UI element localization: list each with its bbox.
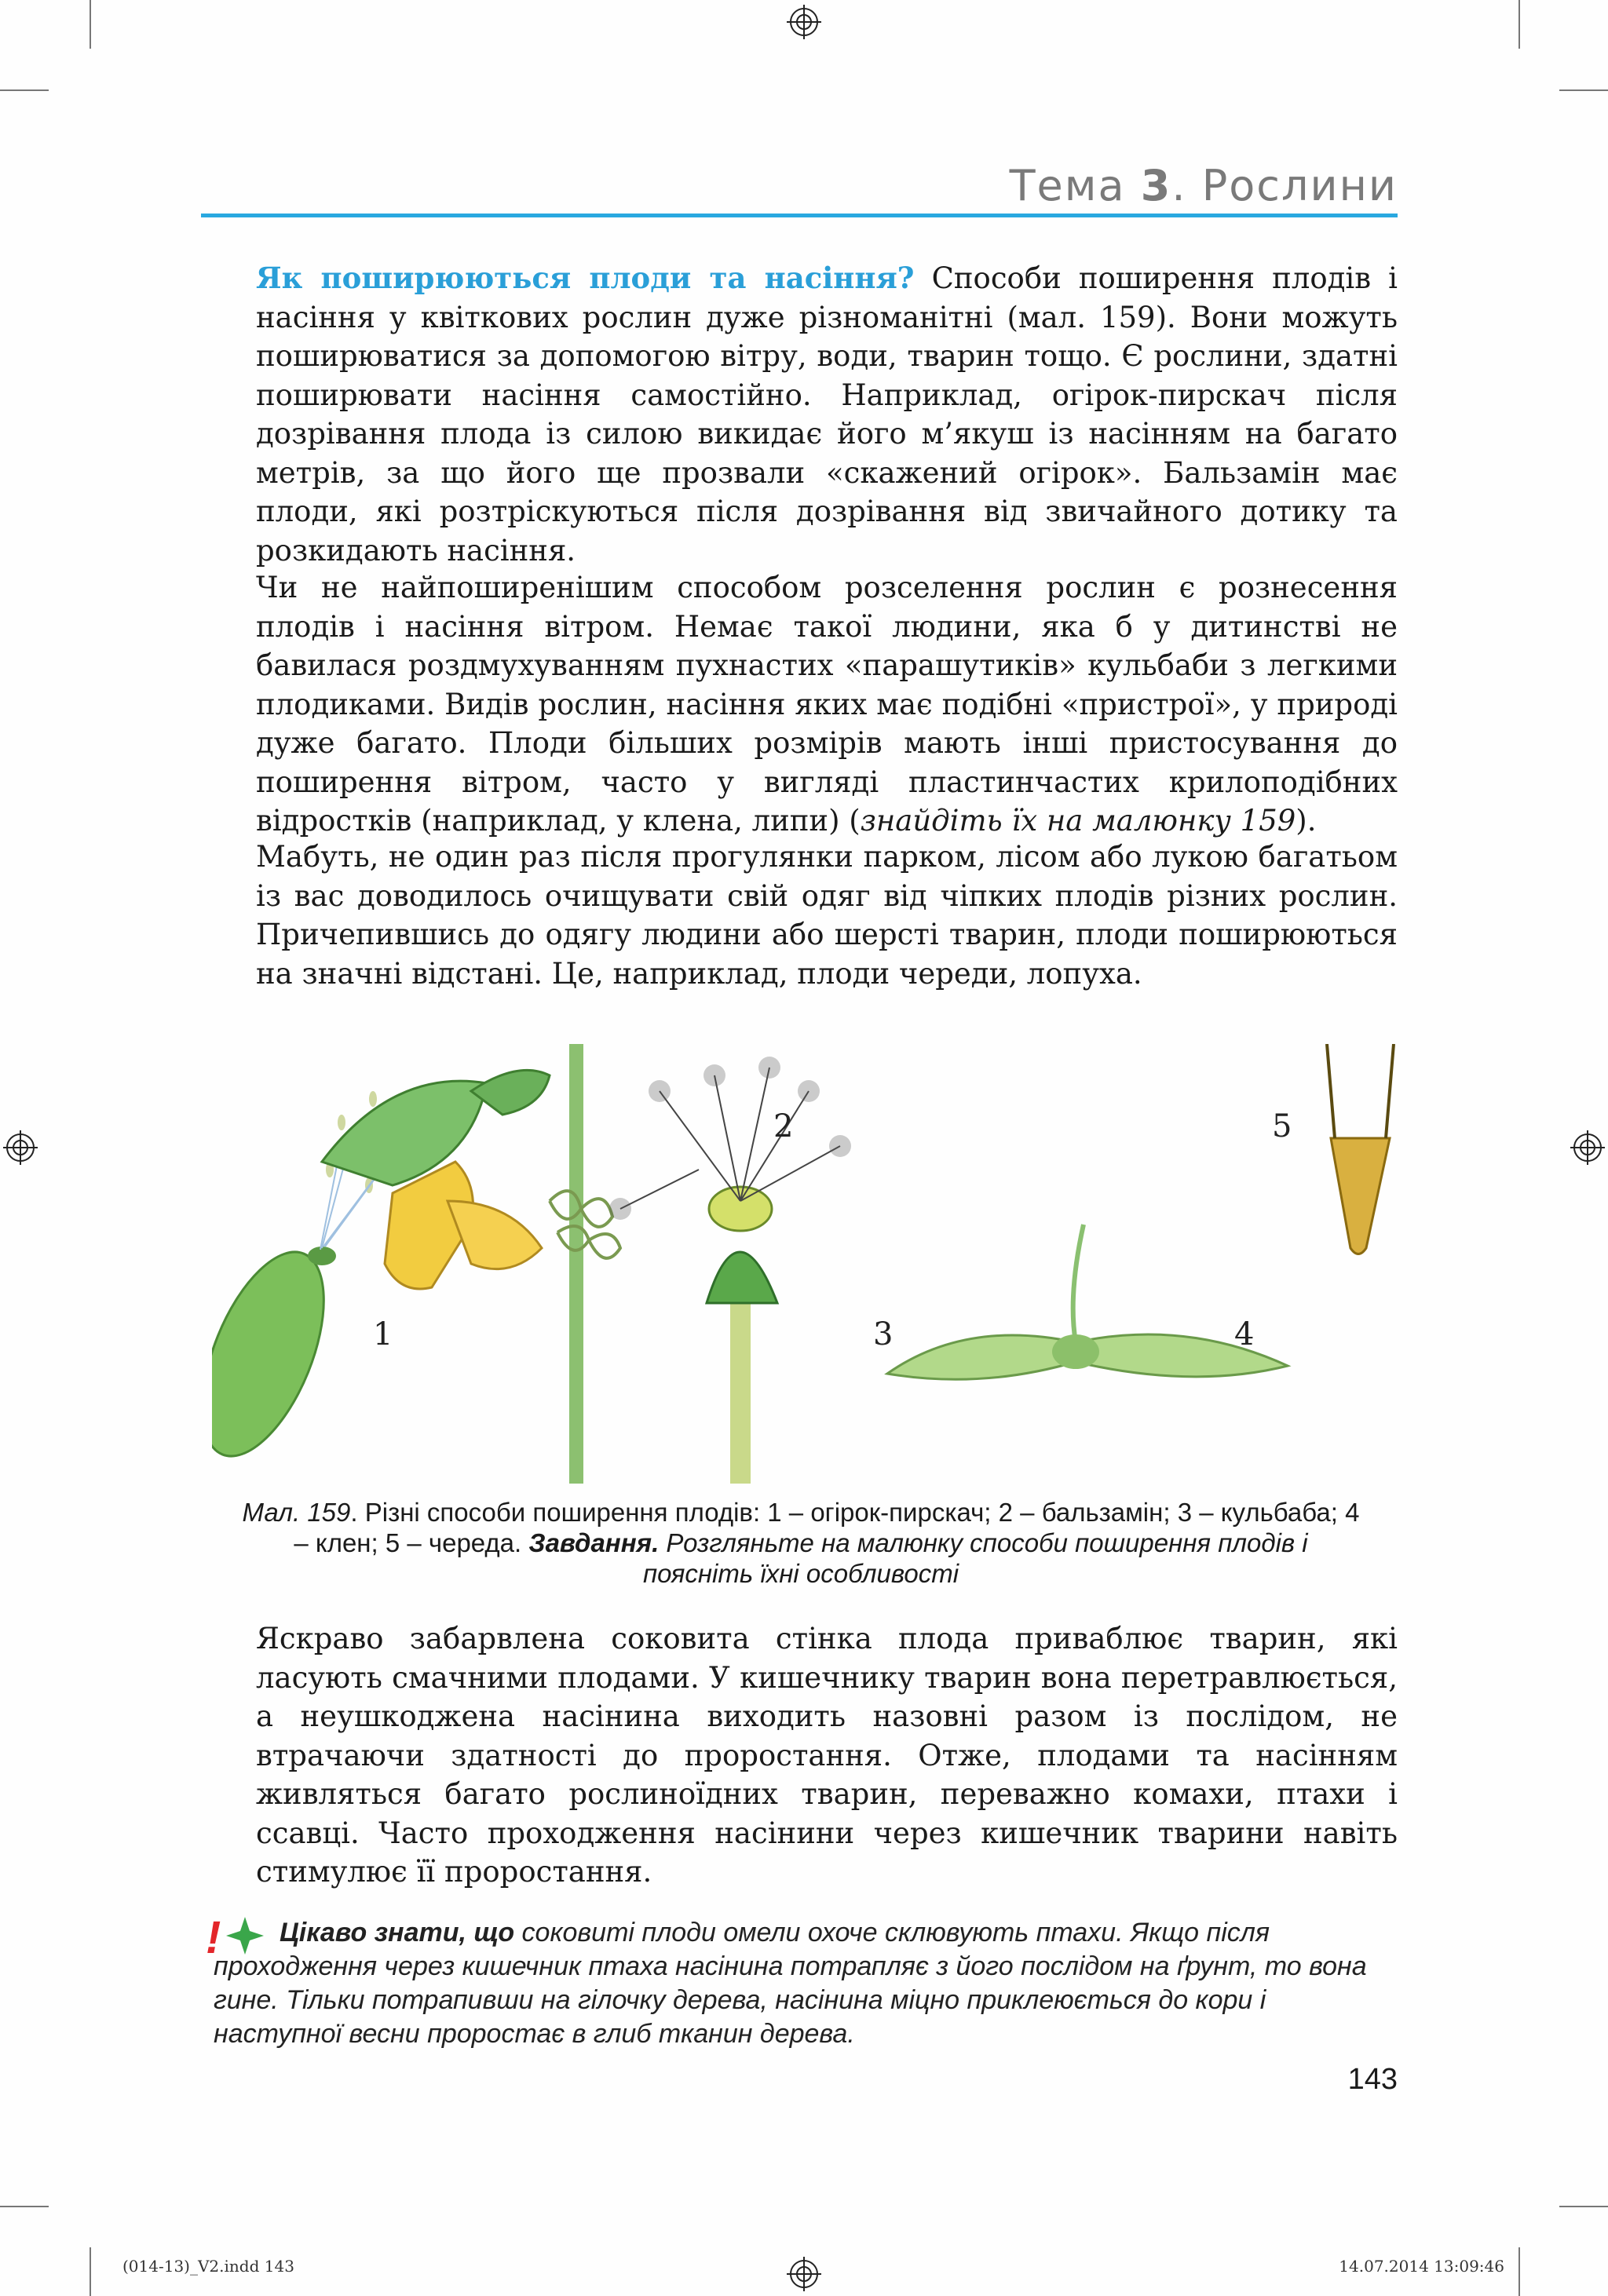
figure-label: 2 bbox=[773, 1108, 794, 1144]
crop-mark bbox=[0, 89, 49, 91]
topic-header bbox=[1010, 161, 1398, 210]
figure-label: 5 bbox=[1272, 1108, 1292, 1144]
topic-title: . Рослини bbox=[1171, 161, 1398, 210]
fact-note bbox=[214, 1916, 1398, 2051]
caption-ref: Мал. 159 bbox=[242, 1498, 351, 1527]
note-text: соковиті плоди омели охоче склювують птахи. Якщо після проходження через кишечник птаха насінина потрапляє з його послідом на ґрунт, то вона гине. Тільки потрапивши на гілочку дерева, насінина міцно приклеюється до кори і наступної весни проростає в глиб тканин дерева. bbox=[214, 1918, 1367, 2049]
slug-file: (014-13)_V2.indd 143 bbox=[122, 2257, 294, 2276]
crop-mark bbox=[1518, 0, 1520, 49]
caption-text: . Різні способи поширення плодів: 1 – огірок-пирскач; 2 – бальзамін; 3 – кульбаба; 4 – клен; 5 – череда. bbox=[294, 1498, 1360, 1557]
paragraph-4 bbox=[256, 1619, 1398, 1892]
paragraph-3 bbox=[256, 838, 1398, 993]
figure-caption bbox=[236, 1497, 1366, 1589]
paragraph-2 bbox=[256, 568, 1398, 841]
registration-mark-icon bbox=[3, 1130, 38, 1165]
caption-task-label: Завдання. bbox=[528, 1528, 660, 1557]
paragraph-text: Чи не найпоширенішим способом розселення рослин є рознесення плодів і насіння вітром. Немає такої людини, яка б у дитинстві не бавилася роздмухуванням пухнастих «парашутиків» кульбаби з легкими плодиками. Видів рослин, насіння яких має подібні «пристрої», у природі дуже багато. Плоди більших розмірів мають інші пристосування до поширення вітром, часто у вигляді пластинчастих крилоподібних відростків (наприклад, у клена, липи) ( bbox=[256, 571, 1398, 838]
crop-mark bbox=[90, 2247, 91, 2296]
crop-mark bbox=[0, 2206, 49, 2207]
crop-mark bbox=[90, 0, 91, 49]
maple-samara-drawing bbox=[887, 1225, 1288, 1379]
paragraph-italic: знайдіть їх на малюнку 159 bbox=[860, 804, 1296, 838]
dandelion-drawing bbox=[609, 1057, 851, 1484]
seed-dispersal-illustration bbox=[212, 1044, 1398, 1484]
topic-number: 3 bbox=[1140, 161, 1172, 210]
figure-label: 1 bbox=[373, 1316, 393, 1352]
note-lead: Цікаво знати, що bbox=[280, 1918, 515, 1947]
topic-label: Тема bbox=[1009, 161, 1126, 210]
registration-mark-icon bbox=[787, 5, 821, 39]
paragraph-text: Способи поширення плодів і насіння у квіткових рослин дуже різноманітні (мал. 159). Вони можуть поширюватися за допомогою вітру, води, тварин тощо. Є рослини, здатні поширювати насіння самостійно. Наприклад, огірок-пирскач після дозрівання плода із силою викидає його м’якуш із насінням на багато метрів, за що його ще прозвали «скажений огірок». Бальзамін має плоди, які розтріскуються після дозрівання від звичайного дотику та розкидають насіння. bbox=[256, 261, 1398, 568]
figure-label: 3 bbox=[873, 1316, 894, 1352]
paragraph-text-end: ). bbox=[1296, 804, 1317, 838]
slug-timestamp: 14.07.2014 13:09:46 bbox=[1339, 2257, 1504, 2276]
paragraph-1 bbox=[256, 259, 1398, 570]
caption-task-text: Розгляньте на малюнку способи поширення плодів і поясніть їхні особливості bbox=[642, 1528, 1308, 1588]
paragraph-lead: Як поширюються плоди та насіння? bbox=[256, 261, 915, 295]
exclamation-icon: ! bbox=[206, 1914, 221, 1959]
bur-marigold-drawing bbox=[1327, 1044, 1394, 1254]
balsam-drawing bbox=[322, 1044, 620, 1484]
figure-label: 4 bbox=[1234, 1316, 1255, 1352]
registration-mark-icon bbox=[1570, 1130, 1605, 1165]
header-rule bbox=[201, 214, 1398, 217]
registration-mark-icon bbox=[787, 2257, 821, 2291]
paragraph-text: Яскраво забарвлена соковита стінка плода приваблює тварин, які ласують смачними плодами. У кишечнику тварин вона перетравлюється, а неушкоджена насінина виходить назовні разом із послідом, не втрачаючи здатності до проростання. Отже, плодами та насінням живляться багато рослиноїдних тварин, переважно комахи, птахи і ссавці. Часто проходження насінини через кишечник тварини навіть стимулює її проростання. bbox=[256, 1622, 1398, 1889]
crop-mark bbox=[1518, 2247, 1520, 2296]
paragraph-text: Мабуть, не один раз після прогулянки парком, лісом або лукою багатьом із вас доводилось очищувати свій одяг від чіпких плодів різних рослин. Причепившись до одягу людини або шерсті тварин, плоди поширюються на значні відстані. Це, наприклад, плоди череди, лопуха. bbox=[256, 840, 1398, 991]
crop-mark bbox=[1559, 89, 1608, 91]
crop-mark bbox=[1559, 2206, 1608, 2207]
page-number: 143 bbox=[1347, 2063, 1398, 2096]
